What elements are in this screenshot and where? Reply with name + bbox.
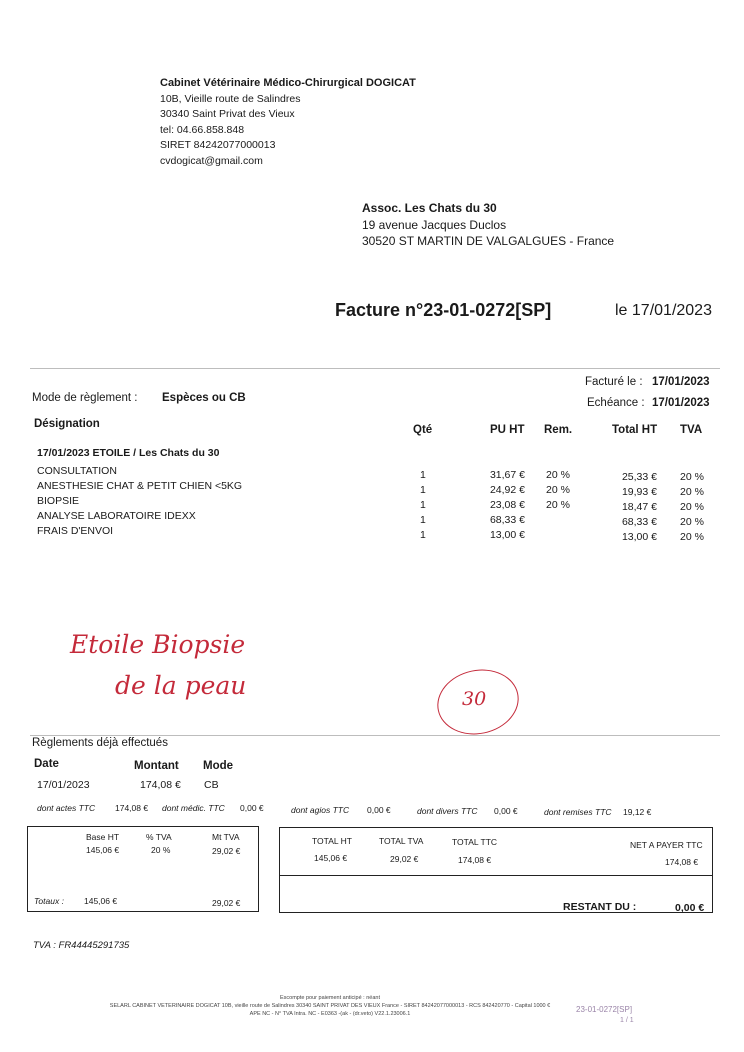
total-ht-label: TOTAL HT <box>312 836 352 846</box>
designation-column <box>37 464 242 539</box>
tva-column <box>680 470 704 545</box>
due-date: 17/01/2023 <box>652 397 710 409</box>
table-row-tva: 20 % <box>680 471 704 483</box>
group-title: 17/01/2023 ETOILE / Les Chats du 30 <box>37 447 220 459</box>
divider <box>30 735 720 736</box>
table-row-total: 68,33 € <box>621 516 657 528</box>
totals-box-divider <box>279 875 712 876</box>
sender-name: Cabinet Vétérinaire Médico-Chirurgical DOGICAT <box>160 77 416 89</box>
table-row-pu: 68,33 € <box>489 514 525 526</box>
footer-legal <box>90 994 570 1018</box>
table-row-qty: 1 <box>420 499 426 511</box>
breakdown-divers-label: dont divers TTC <box>417 806 478 816</box>
recipient-address-line: 19 avenue Jacques Duclos <box>362 217 507 232</box>
col-tva: TVA <box>680 424 703 436</box>
table-row-pu: 23,08 € <box>489 499 525 511</box>
table-row-rem: 20 % <box>546 499 570 511</box>
handwritten-circled-number: 30 <box>462 688 487 710</box>
sender-phone: tel: 04.66.858.848 <box>160 123 245 136</box>
recipient-block <box>362 200 614 250</box>
footer-page-number: 1 / 1 <box>620 1017 634 1024</box>
payments-col-date: Date <box>34 758 59 770</box>
footer-company-line: SELARL CABINET VETERINAIRE DOGICAT 10B, vieille route de Salindres 30340 SAINT PRIVAT DES VIEUX France - SIRET 84242077000013 - RCS 842420770 - Capital 1000 € <box>109 1003 551 1009</box>
table-row-designation: ANALYSE LABORATOIRE IDEXX <box>37 510 196 522</box>
due-label: Echéance : <box>587 397 645 409</box>
payment-amount: 174,08 € <box>140 779 181 791</box>
recipient-city-line: 30520 ST MARTIN DE VALGALGUES - France <box>362 234 615 248</box>
sender-city-line: 30340 Saint Privat des Vieux <box>160 108 295 120</box>
vat-col-base: Base HT <box>86 832 120 842</box>
col-designation: Désignation <box>34 418 100 430</box>
table-row-total: 25,33 € <box>621 471 657 483</box>
payment-mode-value: CB <box>204 779 219 791</box>
col-pu-ht: PU HT <box>490 424 525 436</box>
col-qty: Qté <box>413 424 433 436</box>
invoice-title: Facture n°23-01-0272[SP] <box>335 300 552 320</box>
net-to-pay-label: NET A PAYER TTC <box>630 840 703 850</box>
table-row-pu: 31,67 € <box>489 469 525 481</box>
table-row-pu: 24,92 € <box>489 484 525 496</box>
vat-col-rate: % TVA <box>146 832 172 842</box>
footer-registration-line: APE NC - N° TVA Intra. NC - E0363 -(ak - (dr.veto) V22.1.23006.1 <box>249 1011 411 1017</box>
invoice-date: le 17/01/2023 <box>615 302 712 319</box>
breakdown-agios-label: dont agios TTC <box>291 805 350 815</box>
remaining-due-value: 0,00 € <box>675 902 705 914</box>
table-row-designation: FRAIS D'ENVOI <box>37 525 114 537</box>
table-row-rem <box>546 528 570 543</box>
breakdown-remises-value: 19,12 € <box>623 807 652 817</box>
payment-mode-label: Mode de règlement : <box>32 392 138 404</box>
total-ttc-value: 174,08 € <box>458 855 492 865</box>
sender-address-line: 10B, Vieille route de Salindres <box>160 92 301 105</box>
footer-invoice-ref: 23-01-0272[SP] <box>576 1005 633 1014</box>
rem-column <box>546 468 570 543</box>
vat-rate-value: 20 % <box>151 845 171 855</box>
sender-siret: SIRET 84242077000013 <box>160 139 276 151</box>
payment-date: 17/01/2023 <box>37 779 90 791</box>
pu-column <box>470 468 525 543</box>
payments-col-mode: Mode <box>203 760 234 772</box>
breakdown-actes-value: 174,08 € <box>115 803 149 813</box>
divider <box>30 368 720 369</box>
sender-email: cvdogicat@gmail.com <box>160 154 263 167</box>
table-row-qty: 1 <box>420 469 426 481</box>
tva-number: TVA : FR44445291735 <box>33 940 130 951</box>
handwritten-note-line2: de la peau <box>115 671 247 700</box>
total-ttc-label: TOTAL TTC <box>452 837 498 847</box>
col-total-ht: Total HT <box>612 424 658 436</box>
table-row-total: 18,47 € <box>621 501 657 513</box>
vat-base-value: 145,06 € <box>86 845 120 855</box>
table-row-qty: 1 <box>420 529 426 541</box>
payment-mode: Espèces ou CB <box>162 392 246 404</box>
vat-amount-value: 29,02 € <box>212 846 241 856</box>
breakdown-medic-label: dont médic. TTC <box>162 803 225 813</box>
breakdown-remises-label: dont remises TTC <box>544 807 612 817</box>
total-column <box>600 470 657 545</box>
table-row-total: 19,93 € <box>621 486 657 498</box>
table-row-designation: ANESTHESIE CHAT & PETIT CHIEN <5KG <box>37 480 243 492</box>
total-tva-value: 29,02 € <box>390 854 419 864</box>
table-row-tva: 20 % <box>680 531 704 543</box>
payments-title: Règlements déjà effectués <box>32 737 168 749</box>
table-row-designation: CONSULTATION <box>37 465 117 477</box>
footer-discount-line: Escompte pour paiement anticipé : néant <box>280 995 380 1001</box>
sender-block <box>160 76 416 169</box>
breakdown-divers-value: 0,00 € <box>494 806 518 816</box>
table-row-pu: 13,00 € <box>489 529 525 541</box>
table-row-total: 13,00 € <box>621 531 657 543</box>
table-row-rem: 20 % <box>546 484 570 496</box>
table-row-qty: 1 <box>420 484 426 496</box>
breakdown-medic-value: 0,00 € <box>240 803 264 813</box>
table-row-tva: 20 % <box>680 516 704 528</box>
total-tva-label: TOTAL TVA <box>379 836 424 846</box>
table-row-designation: BIOPSIE <box>37 495 80 507</box>
table-row-qty: 1 <box>420 514 426 526</box>
breakdown-agios-value: 0,00 € <box>367 805 391 815</box>
table-row-rem: 20 % <box>546 469 570 481</box>
vat-totals-amount: 29,02 € <box>212 898 241 908</box>
handwritten-note-line1: Etoile Biopsie <box>70 630 246 659</box>
payments-col-amount: Montant <box>134 760 179 772</box>
vat-totals-label: Totaux : <box>34 896 64 906</box>
table-row-tva: 20 % <box>680 501 704 513</box>
vat-totals-base: 145,06 € <box>84 896 118 906</box>
table-row-tva: 20 % <box>680 486 704 498</box>
net-to-pay-value: 174,08 € <box>665 857 699 867</box>
billed-date: 17/01/2023 <box>652 376 710 388</box>
qty-column <box>420 468 426 543</box>
breakdown-actes-label: dont actes TTC <box>37 803 96 813</box>
table-row-rem <box>546 513 570 528</box>
remaining-due-label: RESTANT DU : <box>563 901 637 913</box>
total-ht-value: 145,06 € <box>314 853 348 863</box>
col-rem: Rem. <box>544 424 573 436</box>
recipient-name: Assoc. Les Chats du 30 <box>362 201 497 215</box>
billed-label: Facturé le : <box>585 376 643 388</box>
vat-col-amount: Mt TVA <box>212 832 240 842</box>
